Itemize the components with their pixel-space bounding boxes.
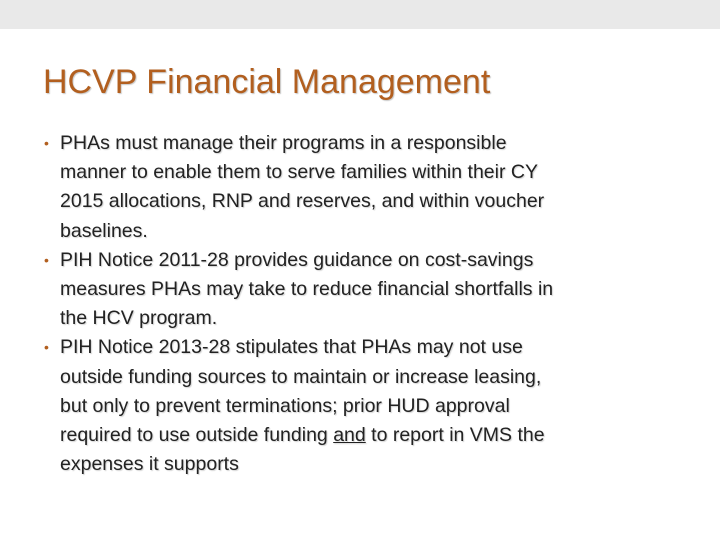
bullet-text-line: manner to enable them to serve families within their CY [60,161,538,184]
bullet-text-line: 2015 allocations, RNP and reserves, and within voucher [60,190,545,213]
bullet-text-line: measures PHAs may take to reduce financial shortfalls in [60,278,554,301]
text-segment: required to use outside funding [60,424,334,447]
bullet-text-line [60,421,684,450]
bullet-text-line: but only to prevent terminations; prior HUD approval [60,394,510,417]
text-segment: to report in VMS the [365,424,545,447]
bullet-text-line: baselines. [60,219,148,242]
bullet-item [44,246,684,334]
bullet-text-line: the HCV program. [60,307,218,330]
bullet-item [44,129,684,246]
bullet-icon: • [44,339,49,356]
bullet-text-line: PIH Notice 2011-28 provides guidance on cost-savings [60,248,534,271]
bullet-list [44,129,684,479]
underlined-word: and [333,424,366,447]
bullet-icon: • [44,251,49,268]
bullet-text-line: PHAs must manage their programs in a responsible [60,132,507,154]
top-band [0,0,720,29]
bullet-text-line: PIH Notice 2013-28 stipulates that PHAs may not use [60,336,523,359]
bullet-text-line: expenses it supports [60,453,239,476]
slide-title: HCVP Financial Management [43,63,491,101]
bullet-icon: • [44,135,49,151]
bullet-item [44,333,684,479]
bullet-text-line: outside funding sources to maintain or increase leasing, [60,365,542,388]
